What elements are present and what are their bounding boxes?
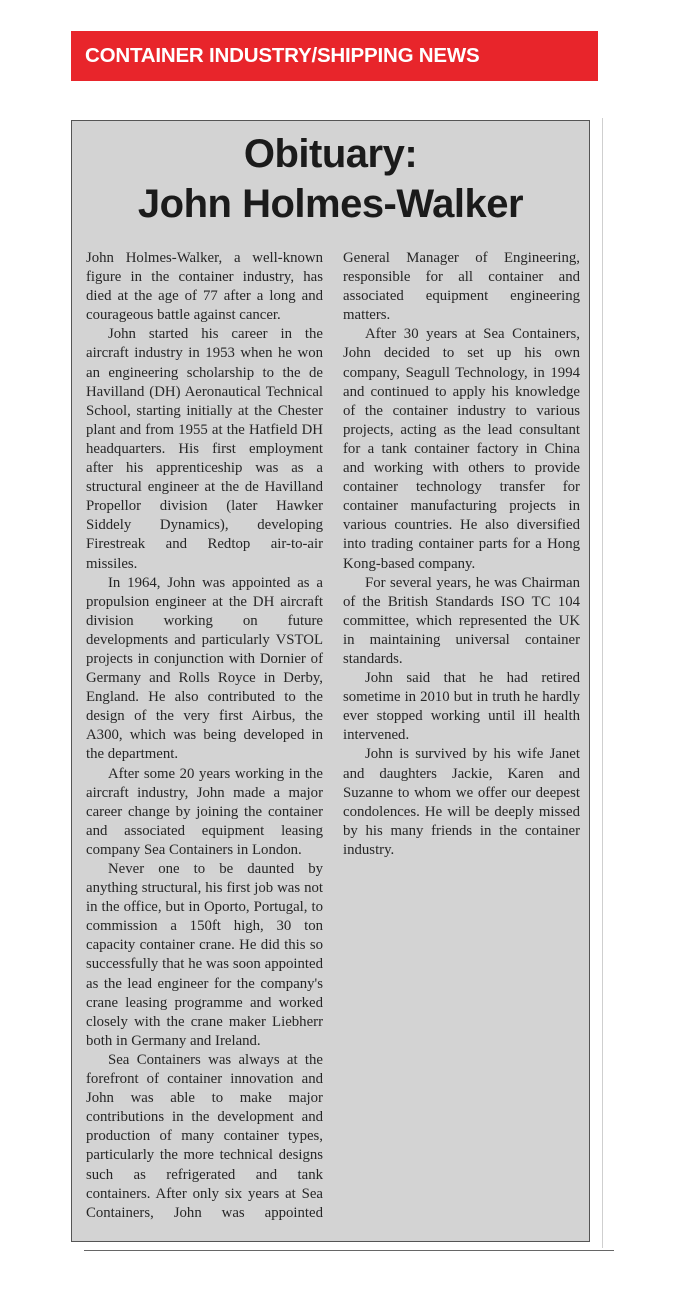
- article-paragraph: After some 20 years working in the aircraft industry, John made a major career change by joining the container and associated equipment leasing company Sea Containers in London.: [86, 765, 323, 858]
- article-paragraph: For several years, he was Chairman of the British Standards ISO TC 104 committee, which represented the UK in maintaining universal container standards.: [343, 574, 580, 667]
- article-paragraph: In 1964, John was appointed as a propulsion engineer at the DH aircraft division working on future developments and particularly VSTOL projects in conjunction with Dornier of Germany and Rolls Royce in Derby, England. He also contributed to the design of the very first Airbus, the A300, which was being developed in the department.: [86, 574, 323, 763]
- article-body: [86, 249, 580, 1234]
- obituary-article: [71, 120, 590, 1242]
- section-banner-label: CONTAINER INDUSTRY/SHIPPING NEWS: [85, 44, 480, 67]
- page-divider: [84, 1250, 614, 1251]
- article-paragraph: Sea Containers was always at the forefront of container innovation and John was able to make major contributions in the development and production of many container types, particularly the more technical designs such as refrigerated and tank containers. After only six years at Sea Containers, John was appointed General Manager of Engineering, responsible for all container and associated equipment engineering matters.: [86, 250, 580, 1221]
- article-title-line-2: John Holmes-Walker: [137, 182, 524, 226]
- article-title: [72, 129, 589, 229]
- page-edge-line: [602, 118, 603, 1248]
- article-paragraph: After 30 years at Sea Containers, John decided to set up his own company, Seagull Technology, in 1994 and continued to apply his knowledge of the container industry to various projects, acting as the lead consultant for a tank container factory in China and working with others to provide container technology transfer for container manufacturing projects in various countries. He also diversified into trading container parts for a Hong Kong-based company.: [343, 326, 580, 572]
- article-paragraph: John is survived by his wife Janet and daughters Jackie, Karen and Suzanne to whom we offer our deepest condolences. He will be deeply missed by his many friends in the container industry.: [343, 746, 580, 858]
- section-banner: [71, 31, 598, 81]
- article-paragraph: John Holmes-Walker, a well-known figure in the container industry, has died at the age of 77 after a long and courageous battle against cancer.: [86, 250, 323, 324]
- article-paragraph: Never one to be daunted by anything structural, his first job was not in the office, but in Oporto, Portugal, to commission a 150ft high, 30 ton capacity container crane. He did this so successfully that he was soon appointed as the lead engineer for the company's crane leasing programme and worked closely with the crane maker Liebherr both in Germany and Ireland.: [86, 861, 323, 1049]
- article-title-line-1: Obituary:: [243, 132, 418, 176]
- article-paragraph: John said that he had retired sometime in 2010 but in truth he hardly ever stopped working until ill health intervened.: [343, 670, 580, 744]
- article-paragraph: John started his career in the aircraft industry in 1953 when he won an engineering scholarship to the de Havilland (DH) Aeronautical Technical School, starting initially at the Chester plant and from 1955 at the Hatfield DH headquarters. His first employment after his apprenticeship was as a structural engineer at the de Havilland Propellor division (later Hawker Siddely Dynamics), developing Firestreak and Redtop air-to-air missiles.: [86, 326, 323, 572]
